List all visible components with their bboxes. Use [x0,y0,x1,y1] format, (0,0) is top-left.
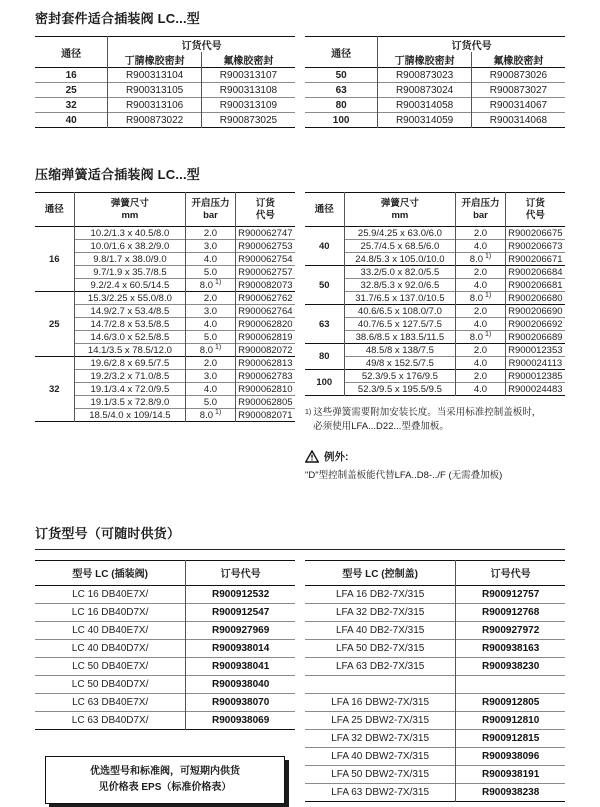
spring-dim-cell: 14.1/3.5 x 78.5/12.0 [74,344,186,357]
footnote-text: 这些弹簧需要附加安装长度。当采用标准控制盖板时， 必须使用LFA...D22...型叠加板。 [313,407,542,433]
pressure-unit: bar [473,209,488,221]
size-cell: 63 [335,84,347,96]
order-code-cell: R900082072 [235,344,295,357]
order-code-cell: R900062753 [235,240,295,253]
col-header-cracking-pressure [456,193,505,227]
table-row [35,98,295,113]
table-row [305,279,565,292]
model-cell: LFA 25 DBW2-7X/315 [331,714,430,726]
order-code-cell: R900206684 [505,266,565,279]
table-row [35,279,295,292]
order-code-cell: R900938238 [456,783,565,801]
table-row [35,240,295,253]
nbr-code-cell: R900873023 [378,68,472,83]
table-row [35,83,295,98]
table-row [35,657,295,675]
model-cell: LFA 63 DB2-7X/315 [335,660,425,672]
order-code-cell: R900938163 [456,639,565,657]
order-table-body [305,585,565,801]
note-line-1: 优选型号和标准阀，可短期内供货 [90,765,240,777]
pressure-cell: 8.0 $^{1)}$ [186,409,235,422]
pressure-cell: 3.0 [186,240,235,253]
col-header-order-code: 订货代号 [108,37,295,53]
model-cell: LC 63 DB40D7X/ [71,714,149,726]
order-table-head [35,560,295,585]
spring-dim-cell: 40.6/6.5 x 108.0/7.0 [344,305,456,318]
col-header-spring-dim [74,193,186,227]
model-cell: LC 40 DB40D7X/ [71,642,149,654]
spring-dim-cell: 19.1/3.4 x 72.0/9.5 [74,383,186,396]
nbr-code-cell: R900313106 [108,98,202,113]
model-cell: LC 40 DB40E7X/ [72,624,149,636]
section-seal-kits [35,8,565,128]
order-code-cell: R900062764 [235,305,295,318]
order-code-cell: R900938069 [186,711,295,729]
pressure-cell: 5.0 [186,266,235,279]
pressure-cell: 4.0 [186,318,235,331]
table-row [305,240,565,253]
col-header-fkm-seal: 氟橡胶密封 [201,52,295,68]
pressure-cell: 8.0 $^{1)}$ [456,292,505,305]
spring-table-dn16-32 [35,192,295,422]
spring-dim-cell: 19.6/2.8 x 69.5/7.5 [74,357,186,370]
order-code-cell: R900912532 [186,585,295,603]
model-cell: LFA 40 DBW2-7X/315 [331,750,430,762]
pressure-cell: 3.0 [186,305,235,318]
footnote-ref: 1) [483,291,492,299]
table-row [35,370,295,383]
table-row [35,383,295,396]
pressure-label: 开启压力 [191,197,230,209]
table-row [305,292,565,305]
availability-note-box [45,756,285,804]
col-header-order-code [235,193,295,227]
order-code-cell: R900938041 [186,657,295,675]
table-row [305,370,565,383]
pressure-cell: 8.0 $^{1)}$ [456,253,505,266]
col-header-nbr-seal: 丁腈橡胶密封 [378,52,472,68]
spring-dim-cell: 32.8/5.3 x 92.0/6.5 [344,279,456,292]
table-row [305,318,565,331]
nbr-code-cell: R900873024 [378,83,472,98]
table-row [35,68,295,83]
table-row [305,383,565,396]
table-row [35,113,295,128]
table-row [35,621,295,639]
spring-dim-cell: 25.9/4.25 x 63.0/6.0 [344,227,456,240]
table-row [35,675,295,693]
order-code-cell: R900206690 [505,305,565,318]
model-cell: LFA 32 DBW2-7X/315 [331,732,430,744]
exception-text: "D"型控制盖板能代替LFA..D8-../F (无需叠加板) [305,469,503,481]
table-row [305,603,565,621]
footnote-ref: 1) [483,330,492,338]
footnote-marker: 1) [305,409,312,416]
table-row [35,227,295,240]
size-cell: 40 [65,114,77,126]
order-code-cell: R900062754 [235,253,295,266]
table-row [305,98,565,113]
table-row [305,357,565,370]
warning-triangle-icon [305,450,319,463]
col-header-order-code: 订号代号 [456,560,565,585]
order-code-label-2: 代号 [525,209,545,221]
footnote-ref: 1) [213,343,222,351]
fkm-code-cell: R900873025 [201,113,295,128]
model-cell: LFA 50 DB2-7X/315 [335,642,425,654]
size-cell: 50 [335,69,347,81]
spring-dim-cell: 14.9/2.7 x 53.4/8.5 [74,305,186,318]
col-header-order-code: 订货代号 [378,37,565,53]
table-row [35,711,295,729]
order-code-cell: R900062819 [235,331,295,344]
order-table-cartridge-valves [35,560,295,730]
order-code-cell: R900062810 [235,383,295,396]
order-code-cell: R900912547 [186,603,295,621]
size-cell: 25 [65,84,77,96]
table-row [305,68,565,83]
pressure-cell: 2.0 [456,370,505,383]
model-cell: LC 50 DB40D7X/ [71,678,149,690]
footnote-ref: 1) [483,252,492,260]
table-row [35,603,295,621]
spring-table-body [35,227,295,422]
order-code-cell: R900938230 [456,657,565,675]
table-row [35,266,295,279]
spring-dim-cell: 25.7/4.5 x 68.5/6.0 [344,240,456,253]
col-header-cracking-pressure [186,193,235,227]
table-row [305,585,565,603]
spring-dim-cell: 38.6/8.5 x 183.5/11.5 [344,331,456,344]
pressure-cell: 5.0 [186,331,235,344]
spring-dim-cell: 52.3/9.5 x 176/9.5 [344,370,456,383]
order-code-cell: R900062762 [235,292,295,305]
size-cell: 32 [65,99,77,111]
table-row [305,331,565,344]
fkm-code-cell: R900313109 [201,98,295,113]
spring-dim-label: 弹簧尺寸 [110,197,149,209]
col-header-fkm-seal: 氟橡胶密封 [471,52,565,68]
spring-dim-cell: 19.1/3.5 x 72.8/9.0 [74,396,186,409]
pressure-cell: 2.0 [186,227,235,240]
fkm-code-cell: R900314068 [471,113,565,128]
pressure-cell: 4.0 [456,240,505,253]
order-code-cell: R900206681 [505,279,565,292]
order-table-head [305,560,565,585]
table-row [35,639,295,657]
spring-dim-unit: mm [121,209,139,221]
table-row [35,344,295,357]
seal-table-head [305,37,565,68]
nbr-code-cell: R900314059 [378,113,472,128]
pressure-cell: 4.0 [456,318,505,331]
order-code-cell: R900024113 [505,357,565,370]
table-row [305,783,565,801]
size-cell: 16 [48,253,60,265]
seal-kits-table-dn16-40 [35,36,295,128]
model-cell: LFA 40 DB2-7X/315 [335,624,425,636]
col-header-nbr-seal: 丁腈橡胶密封 [108,52,202,68]
spring-dim-cell: 19.2/3.2 x 71.0/8.5 [74,370,186,383]
exception-note [305,449,565,481]
pressure-cell: 2.0 [456,344,505,357]
order-code-cell: R900082073 [235,279,295,292]
fkm-code-cell: R900314067 [471,98,565,113]
order-code-cell: R900938014 [186,639,295,657]
order-code-label-1: 订货 [255,197,275,209]
col-header-size: 通径 [44,203,64,215]
order-code-cell: R900912805 [456,693,565,711]
spring-table-body [305,227,565,396]
col-header-spring-dim [344,193,456,227]
empty-cell [456,675,565,693]
table-row [305,83,565,98]
order-code-cell: R900062783 [235,370,295,383]
pressure-cell: 8.0 $^{1)}$ [456,331,505,344]
order-code-cell: R900062820 [235,318,295,331]
fkm-code-cell: R900313107 [201,68,295,83]
table-row [305,657,565,675]
order-code-label-2: 代号 [255,209,275,221]
section-order [35,523,565,804]
pressure-cell: 2.0 [456,305,505,318]
spring-dim-cell: 9.8/1.7 x 38.0/9.0 [74,253,186,266]
table-row [35,409,295,422]
size-cell: 16 [65,69,77,81]
pressure-cell: 8.0 $^{1)}$ [186,344,235,357]
order-code-cell: R900912757 [456,585,565,603]
spring-dim-cell: 15.3/2.25 x 55.0/8.0 [74,292,186,305]
seal-table-body [305,68,565,128]
pressure-cell: 3.0 [186,370,235,383]
spring-dim-cell: 48.5/8 x 138/7.5 [344,344,456,357]
col-header-size: 通径 [331,48,352,60]
spring-dim-cell: 14.7/2.8 x 53.5/8.5 [74,318,186,331]
order-code-cell: R900082071 [235,409,295,422]
spring-dim-cell: 52.3/9.5 x 195.5/9.5 [344,383,456,396]
size-cell: 100 [316,377,333,388]
nbr-code-cell: R900314058 [378,98,472,113]
order-code-cell: R900012385 [505,370,565,383]
col-header-order-code: 订号代号 [186,560,295,585]
order-code-cell: R900927969 [186,621,295,639]
title-rule [35,549,565,550]
table-row [305,621,565,639]
table-row [35,331,295,344]
pressure-unit: bar [203,209,218,221]
model-cell: LC 50 DB40E7X/ [72,660,149,672]
size-cell: 80 [335,99,347,111]
spring-table-head [305,193,565,227]
spring-table-head [35,193,295,227]
col-header-model: 型号 LC (控制盖) [342,569,418,580]
table-row [35,693,295,711]
spring-dim-cell: 24.8/5.3 x 105.0/10.0 [344,253,456,266]
pressure-cell: 4.0 [456,383,505,396]
spring-table-dn40-100 [305,192,565,396]
footnote-ref: 1) [213,278,222,286]
pressure-cell: 4.0 [186,383,235,396]
table-row [35,305,295,318]
table-row [305,344,565,357]
springs-title: 压缩弹簧适合插装阀 LC...型 [35,167,200,182]
note-line-2: 见价格表 EPS（标准价格表） [98,781,232,793]
pressure-cell: 5.0 [186,396,235,409]
order-code-cell: R900206673 [505,240,565,253]
col-header-order-code [505,193,565,227]
model-cell: LFA 16 DBW2-7X/315 [331,696,430,708]
pressure-label: 开启压力 [461,197,500,209]
order-code-cell: R900938096 [456,747,565,765]
nbr-code-cell: R900313104 [108,68,202,83]
model-cell: LC 16 DB40E7X/ [72,588,149,600]
model-cell: LFA 32 DB2-7X/315 [335,606,425,618]
spring-dim-cell: 49/8 x 152.5/7.5 [344,357,456,370]
order-code-cell: R900206680 [505,292,565,305]
spring-dim-cell: 18.5/4.0 x 109/14.5 [74,409,186,422]
pressure-cell: 2.0 [456,227,505,240]
seal-kits-title: 密封套件适合插装阀 LC...型 [35,11,200,26]
spacer-row [305,675,565,693]
spring-dim-cell: 33.2/5.0 x 82.0/5.5 [344,266,456,279]
size-cell: 40 [318,240,330,252]
table-row [35,585,295,603]
fkm-code-cell: R900313108 [201,83,295,98]
pressure-cell: 4.0 [186,253,235,266]
model-cell: LC 16 DB40D7X/ [71,606,149,618]
pressure-cell: 2.0 [186,292,235,305]
table-row [305,266,565,279]
empty-cell [305,675,456,693]
pressure-cell: 4.0 [456,357,505,370]
order-code-label-1: 订货 [525,197,545,209]
spring-dim-cell: 10.2/1.3 x 40.5/8.0 [74,227,186,240]
exception-label: 例外: [324,450,349,463]
pressure-cell: 2.0 [456,266,505,279]
table-row [305,693,565,711]
order-code-cell: R900206675 [505,227,565,240]
order-code-cell: R900062813 [235,357,295,370]
seal-kits-table-dn50-100 [305,36,565,128]
section-springs [35,164,565,481]
table-row [35,357,295,370]
table-row [305,729,565,747]
order-code-cell: R900024483 [505,383,565,396]
size-cell: 100 [332,114,350,126]
size-cell: 80 [318,351,330,362]
pressure-cell: 4.0 [456,279,505,292]
table-row [305,765,565,783]
pressure-cell: 2.0 [186,357,235,370]
order-code-cell: R900912768 [456,603,565,621]
order-title: 订货型号（可随时供货） [35,525,181,541]
model-cell: LFA 63 DBW2-7X/315 [331,786,430,798]
spring-footnote [305,406,565,435]
nbr-code-cell: R900313105 [108,83,202,98]
nbr-code-cell: R900873022 [108,113,202,128]
spring-dim-cell: 40.7/6.5 x 127.5/7.5 [344,318,456,331]
table-row [305,253,565,266]
order-code-cell: R900012353 [505,344,565,357]
order-code-cell: R900062805 [235,396,295,409]
model-cell: LC 63 DB40E7X/ [72,696,149,708]
spring-dim-label: 弹簧尺寸 [380,197,419,209]
order-code-cell: R900912815 [456,729,565,747]
col-header-size: 通径 [314,203,334,215]
order-code-cell: R900927972 [456,621,565,639]
seal-table-body [35,68,295,128]
table-row [35,292,295,305]
table-row [305,639,565,657]
size-cell: 25 [48,318,60,330]
fkm-code-cell: R900873027 [471,83,565,98]
table-row [305,113,565,128]
table-row [305,747,565,765]
size-cell: 32 [48,383,60,395]
order-code-cell: R900938070 [186,693,295,711]
table-row [305,305,565,318]
table-row [35,396,295,409]
order-code-cell: R900206689 [505,331,565,344]
order-code-cell: R900912810 [456,711,565,729]
order-code-cell: R900206692 [505,318,565,331]
spring-dim-cell: 31.7/6.5 x 137.0/10.5 [344,292,456,305]
col-header-size: 通径 [61,48,82,60]
model-cell: LFA 16 DB2-7X/315 [335,588,425,600]
model-cell: LFA 50 DBW2-7X/315 [331,768,430,780]
size-cell: 63 [318,318,330,330]
pressure-cell: 8.0 $^{1)}$ [186,279,235,292]
size-cell: 50 [318,279,330,291]
order-code-cell: R900062757 [235,266,295,279]
table-row [305,711,565,729]
seal-table-head [35,37,295,68]
order-code-cell: R900938191 [456,765,565,783]
spring-dim-cell: 14.6/3.0 x 52.5/8.5 [74,331,186,344]
order-code-cell: R900062747 [235,227,295,240]
spring-dim-unit: mm [391,209,409,221]
table-row [35,253,295,266]
col-header-model: 型号 LC (插装阀) [72,569,148,580]
fkm-code-cell: R900873026 [471,68,565,83]
order-table-body [35,585,295,729]
spring-dim-cell: 9.2/2.4 x 60.5/14.5 [74,279,186,292]
spring-dim-cell: 9.7/1.9 x 35.7/8.5 [74,266,186,279]
order-table-control-covers [305,560,565,802]
table-row [305,227,565,240]
order-code-cell: R900938040 [186,675,295,693]
table-row [35,318,295,331]
spring-dim-cell: 10.0/1.6 x 38.2/9.0 [74,240,186,253]
order-code-cell: R900206671 [505,253,565,266]
footnote-ref: 1) [213,408,222,416]
